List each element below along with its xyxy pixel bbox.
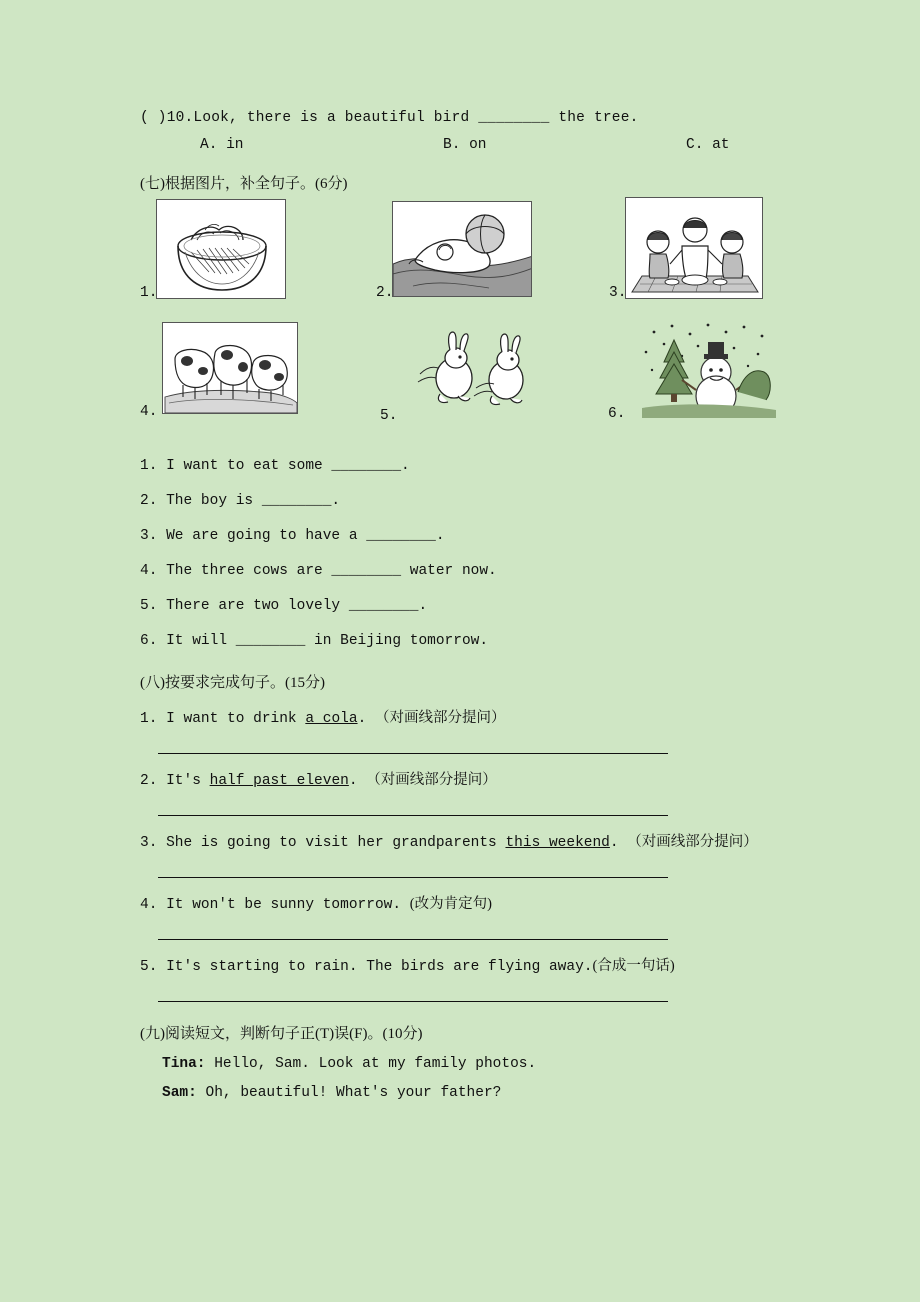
choice-c[interactable]: C. at: [686, 137, 730, 153]
question-10-line: [140, 110, 770, 126]
rewrite-2-pre: It's: [166, 773, 210, 789]
rewrite-3-answer-line[interactable]: [158, 877, 668, 878]
rewrite-5-answer-line[interactable]: [158, 1001, 668, 1002]
choice-a[interactable]: A. in: [200, 137, 244, 153]
dialogue-text-sam: Oh, beautiful! What's your father?: [205, 1085, 502, 1101]
rewrite-2-instruction: （对画线部分提问）: [366, 772, 497, 788]
question-10-marker: ( )10.: [140, 110, 194, 126]
picture-5-number: 5.: [380, 408, 398, 424]
rewrite-4-answer-line[interactable]: [158, 939, 668, 940]
dialogue-line-1: [140, 1056, 770, 1072]
section-8-heading: (八)按要求完成句子。(15分): [140, 675, 325, 691]
picture-4: [140, 322, 298, 420]
family-picnic-picture: [625, 197, 763, 299]
question-10-text: Look, there is a beautiful bird ________ the tree.: [193, 110, 639, 126]
picture-4-number: 4.: [140, 404, 158, 420]
rewrite-item-1: [140, 706, 770, 754]
rewrite-3-post: .: [609, 835, 619, 851]
rewrite-item-3: [140, 830, 770, 878]
sentence-2: 2. The boy is ________.: [140, 493, 341, 509]
rewrite-5-number: 5.: [140, 959, 158, 975]
picture-2-number: 2.: [376, 285, 394, 301]
dialogue-line-2: [140, 1085, 770, 1101]
rewrite-1-underlined: a cola: [305, 711, 358, 727]
picture-2: [376, 201, 532, 301]
boy-swimming-picture: [392, 201, 532, 297]
rewrite-4-number: 4.: [140, 897, 158, 913]
rewrite-item-2: [140, 768, 770, 816]
rewrite-1-instruction: （对画线部分提问）: [374, 710, 506, 726]
dialogue-speaker-sam: Sam:: [162, 1085, 197, 1101]
sentence-6: 6. It will ________ in Beijing tomorrow.: [140, 633, 489, 649]
rewrite-2-post: .: [348, 773, 358, 789]
rewrite-1-answer-line[interactable]: [158, 753, 668, 754]
rewrite-2-answer-line[interactable]: [158, 815, 668, 816]
rewrite-4-pre: It won't be sunny tomorrow.: [166, 897, 402, 913]
section-7-sentences: [140, 458, 770, 649]
sentence-3: 3. We are going to have a ________.: [140, 528, 445, 544]
picture-5: [380, 330, 540, 424]
rewrite-2-number: 2.: [140, 773, 158, 789]
dialogue-text-tina: Hello, Sam. Look at my family photos.: [214, 1056, 537, 1072]
choice-b[interactable]: B. on: [443, 137, 487, 153]
section-7-heading: (七)根据图片，补全句子。(6分): [140, 176, 348, 192]
rewrite-3-number: 3.: [140, 835, 158, 851]
boy-swimming-icon: [393, 202, 532, 297]
picture-1: [140, 199, 286, 301]
rewrite-2-underlined: half past eleven: [209, 773, 349, 789]
bowl-of-noodles-icon: [157, 200, 286, 299]
cows-icon: [163, 323, 298, 414]
picture-6: [608, 322, 778, 422]
rewrite-5-pre: It's starting to rain. The birds are flying away.: [166, 959, 593, 975]
section-8-items: [140, 706, 770, 1002]
picture-3-number: 3.: [609, 285, 627, 301]
two-rabbits-picture: [410, 330, 540, 416]
section-9-heading: (九)阅读短文，判断句子正(T)误(F)。(10分): [140, 1026, 423, 1042]
sentence-1: 1. I want to eat some ________.: [140, 458, 410, 474]
rewrite-1-pre: I want to drink: [166, 711, 306, 727]
rewrite-3-pre: She is going to visit her grandparents: [166, 835, 506, 851]
section-9-dialogue: [140, 1056, 770, 1101]
section-7-picture-row-2: [140, 322, 770, 450]
rewrite-1-post: .: [357, 711, 367, 727]
dialogue-speaker-tina: Tina:: [162, 1056, 206, 1072]
sentence-5: 5. There are two lovely ________.: [140, 598, 428, 614]
section-7-picture-row-1: [140, 199, 770, 321]
rewrite-5-instruction: (合成一句话): [592, 958, 675, 974]
picture-6-number: 6.: [608, 406, 626, 422]
rabbits-icon: [410, 330, 540, 416]
rewrite-1-number: 1.: [140, 711, 158, 727]
sentence-4: 4. The three cows are ________ water now.: [140, 563, 497, 579]
bowl-of-noodles-picture: [156, 199, 286, 299]
rewrite-3-instruction: （对画线部分提问）: [627, 834, 758, 850]
question-10-choices: [140, 137, 770, 153]
snowman-icon: [638, 322, 778, 418]
family-picnic-icon: [626, 198, 763, 299]
rewrite-item-4: [140, 892, 770, 940]
picture-3: [609, 197, 763, 301]
picture-1-number: 1.: [140, 285, 158, 301]
three-cows-drinking-picture: [162, 322, 298, 414]
rewrite-3-underlined: this weekend: [505, 835, 610, 851]
snowman-snowing-picture: [638, 322, 778, 418]
rewrite-4-instruction: (改为肯定句): [409, 896, 492, 912]
rewrite-item-5: [140, 954, 770, 1002]
